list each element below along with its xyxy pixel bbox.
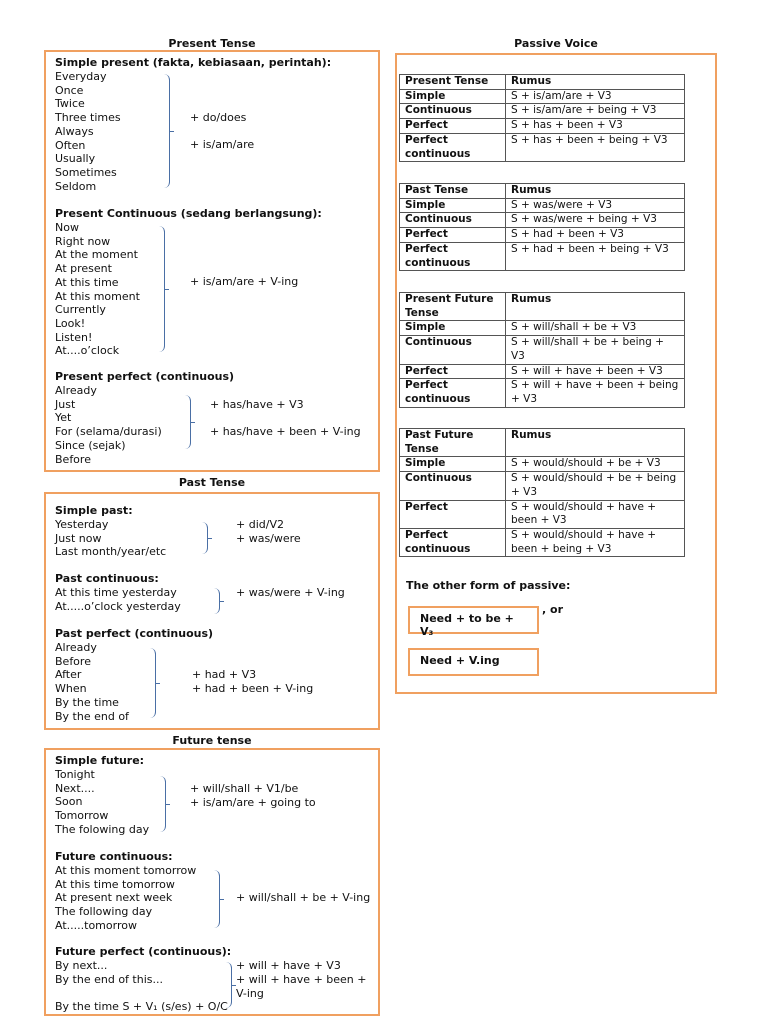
future-tense-box: [44, 748, 380, 1016]
list-item: Everyday: [55, 70, 107, 83]
list-item: At....o’clock: [55, 344, 120, 358]
formula: + do/does: [190, 111, 247, 124]
table-row: [400, 321, 685, 336]
table-row: [400, 472, 685, 500]
list-item: For (selama/durasi): [55, 425, 162, 439]
tense-cell: Perfect: [400, 228, 506, 243]
formula-cell: S + will/shall + be + V3: [506, 321, 685, 336]
table-row: [400, 500, 685, 528]
list-item: Once: [55, 83, 84, 97]
future-perfect-list: [55, 959, 228, 1014]
brace-icon: [160, 776, 166, 832]
list-item: Always: [55, 124, 94, 138]
list-item: Look!: [55, 316, 86, 330]
list-item: Last month/year/etc: [55, 545, 167, 559]
tense-cell: Simple: [400, 457, 506, 472]
past-continuous-title: Past continuous:: [55, 572, 159, 585]
other-passive-form: Need + V.ing: [408, 648, 539, 676]
past-perfect-title: Past perfect (continuous): [55, 627, 214, 640]
list-item: At this time: [55, 275, 119, 289]
table-header-cell: Rumus: [506, 293, 685, 321]
list-item: By next...: [55, 959, 108, 972]
formula: + will/shall + V1/be: [190, 782, 299, 795]
table-row: [400, 119, 685, 134]
brace-icon: [214, 870, 220, 928]
formula-cell: S + would/should + be + being + V3: [506, 472, 685, 500]
formula-cell: S + has + been + being + V3: [506, 133, 685, 161]
list-item: Seldom: [55, 179, 97, 193]
or-text: , or: [542, 603, 563, 616]
past-tense-box: [44, 492, 380, 730]
list-item: Sometimes: [55, 165, 117, 179]
table-header-cell: Past Tense: [400, 184, 506, 199]
list-item: By the time: [55, 695, 119, 709]
formula: + has/have + V3: [210, 398, 304, 411]
list-item: Just: [55, 397, 76, 411]
formula: + was/were + V-ing: [236, 586, 345, 599]
list-item: Yesterday: [55, 518, 109, 531]
list-item: At this time tomorrow: [55, 877, 175, 891]
other-passive-form: Need + to be + V₃: [408, 606, 539, 634]
simple-present-title: Simple present (fakta, kebiasaan, perintah):: [55, 56, 332, 69]
table-header-cell: Rumus: [506, 75, 685, 90]
table-header-cell: Rumus: [506, 429, 685, 457]
table-header-cell: Present Future Tense: [400, 293, 506, 321]
present-perfect-list: [55, 384, 162, 466]
formula: + was/were: [236, 532, 301, 545]
other-passive-title: The other form of passive:: [406, 579, 571, 592]
table-header-row: [400, 293, 685, 321]
tense-cell: Continuous: [400, 472, 506, 500]
present-tense-box: [44, 50, 380, 472]
table-header-row: [400, 75, 685, 90]
brace-icon: [226, 962, 232, 1008]
brace-icon: [185, 395, 191, 449]
past-tense-heading: Past Tense: [178, 476, 246, 489]
table-header-cell: Present Tense: [400, 75, 506, 90]
present-future-passive-table: [399, 292, 685, 408]
formula: + has/have + been + V-ing: [210, 425, 361, 438]
past-perfect-list: [55, 641, 129, 723]
brace-icon: [159, 226, 165, 352]
list-item: At the moment: [55, 248, 138, 262]
tense-cell: Perfect: [400, 364, 506, 379]
formula: + is/am/are: [190, 138, 255, 151]
simple-future-list: [55, 768, 149, 837]
formula-cell: S + would/should + be + V3: [506, 457, 685, 472]
list-item: When: [55, 682, 87, 696]
simple-future-title: Simple future:: [55, 754, 145, 767]
list-item: Tomorrow: [55, 809, 109, 823]
list-item: Currently: [55, 303, 106, 317]
table-header-cell: Rumus: [506, 184, 685, 199]
formula: V-ing: [236, 987, 264, 1000]
table-row: [400, 89, 685, 104]
formula-cell: S + would/should + have + been + being + V3: [506, 528, 685, 556]
list-item: Already: [55, 384, 97, 397]
brace-icon: [202, 522, 208, 554]
table-header-row: [400, 184, 685, 199]
table-row: [400, 528, 685, 556]
list-item: Before: [55, 654, 91, 668]
future-continuous-title: Future continuous:: [55, 850, 173, 863]
tense-cell: Simple: [400, 198, 506, 213]
simple-past-title: Simple past:: [55, 504, 133, 517]
formula: + is/am/are + going to: [190, 796, 316, 809]
list-item: Since (sejak): [55, 438, 126, 452]
table-row: [400, 104, 685, 119]
tense-cell: Perfect continuous: [400, 242, 506, 270]
tense-cell: Continuous: [400, 336, 506, 364]
past-future-passive-table: [399, 428, 685, 557]
passive-voice-box: [395, 53, 717, 694]
list-item: After: [55, 668, 82, 682]
tense-cell: Continuous: [400, 104, 506, 119]
table-row: [400, 379, 685, 407]
table-row: [400, 364, 685, 379]
list-item: Three times: [55, 111, 121, 125]
list-item: Often: [55, 138, 86, 152]
list-item: Usually: [55, 152, 96, 166]
formula: + will/shall + be + V-ing: [236, 891, 371, 904]
formula-cell: S + is/am/are + being + V3: [506, 104, 685, 119]
list-item: The folowing day: [55, 822, 150, 836]
future-tense-heading: Future tense: [172, 734, 252, 747]
table-row: [400, 198, 685, 213]
list-item: Before: [55, 452, 91, 466]
tense-cell: Perfect continuous: [400, 528, 506, 556]
formula: + did/V2: [236, 518, 284, 531]
brace-icon: [150, 648, 156, 718]
table-row: [400, 336, 685, 364]
list-item: The following day: [55, 905, 153, 919]
tense-cell: Perfect: [400, 119, 506, 134]
list-item: Soon: [55, 795, 83, 809]
passive-voice-heading: Passive Voice: [514, 37, 598, 50]
formula: + will + have + V3: [236, 959, 341, 972]
tense-cell: Simple: [400, 89, 506, 104]
table-header-row: [400, 429, 685, 457]
list-item: Next....: [55, 781, 95, 795]
formula-cell: S + had + been + being + V3: [506, 242, 685, 270]
formula-cell: S + will + have + been + V3: [506, 364, 685, 379]
list-item: At present next week: [55, 891, 173, 905]
list-item: By the end of: [55, 709, 129, 723]
list-item: By the end of this...: [55, 972, 163, 986]
list-item: Tonight: [55, 768, 95, 781]
future-perfect-title: Future perfect (continuous):: [55, 945, 232, 958]
simple-past-list: [55, 518, 166, 559]
formula-cell: S + would/should + have + been + V3: [506, 500, 685, 528]
present-continuous-title: Present Continuous (sedang berlangsung):: [55, 207, 322, 220]
list-item: Yet: [55, 411, 72, 425]
list-item: At.....o’clock yesterday: [55, 599, 181, 613]
formula-cell: S + has + been + V3: [506, 119, 685, 134]
simple-present-list: [55, 70, 121, 193]
present-continuous-list: [55, 221, 140, 358]
list-item: Right now: [55, 234, 111, 248]
present-tense-heading: Present Tense: [168, 37, 256, 50]
table-row: [400, 242, 685, 270]
table-header-cell: Past Future Tense: [400, 429, 506, 457]
present-passive-table: [399, 74, 685, 162]
list-item: Already: [55, 641, 97, 654]
formula-cell: S + had + been + V3: [506, 228, 685, 243]
formula: + will + have + been +: [236, 973, 367, 986]
formula: + had + V3: [192, 668, 257, 681]
past-continuous-list: [55, 586, 181, 613]
formula-cell: S + was/were + V3: [506, 198, 685, 213]
formula-cell: S + will + have + been + being + V3: [506, 379, 685, 407]
list-item: At this moment: [55, 289, 140, 303]
list-item: By the time S + V₁ (s/es) + O/C: [55, 1000, 228, 1014]
list-item: At.....tomorrow: [55, 918, 137, 932]
tense-cell: Continuous: [400, 213, 506, 228]
table-row: [400, 213, 685, 228]
present-perfect-title: Present perfect (continuous): [55, 370, 235, 383]
brace-icon: [214, 588, 220, 614]
tense-cell: Simple: [400, 321, 506, 336]
list-item: Just now: [55, 531, 102, 545]
formula: + is/am/are + V-ing: [190, 275, 299, 288]
table-row: [400, 228, 685, 243]
tense-cell: Perfect: [400, 500, 506, 528]
list-item: Listen!: [55, 330, 93, 344]
list-item: At this moment tomorrow: [55, 864, 197, 877]
list-item: Twice: [55, 97, 85, 111]
formula-cell: S + is/am/are + V3: [506, 89, 685, 104]
table-row: [400, 457, 685, 472]
formula-cell: S + was/were + being + V3: [506, 213, 685, 228]
past-passive-table: [399, 183, 685, 271]
list-item: At present: [55, 262, 112, 276]
list-item: Now: [55, 221, 79, 234]
future-continuous-list: [55, 864, 196, 933]
formula: + had + been + V-ing: [192, 682, 314, 695]
list-item: At this time yesterday: [55, 586, 177, 599]
brace-icon: [164, 74, 170, 188]
formula-cell: S + will/shall + be + being + V3: [506, 336, 685, 364]
table-row: [400, 133, 685, 161]
tense-cell: Perfect continuous: [400, 379, 506, 407]
tense-cell: Perfect continuous: [400, 133, 506, 161]
